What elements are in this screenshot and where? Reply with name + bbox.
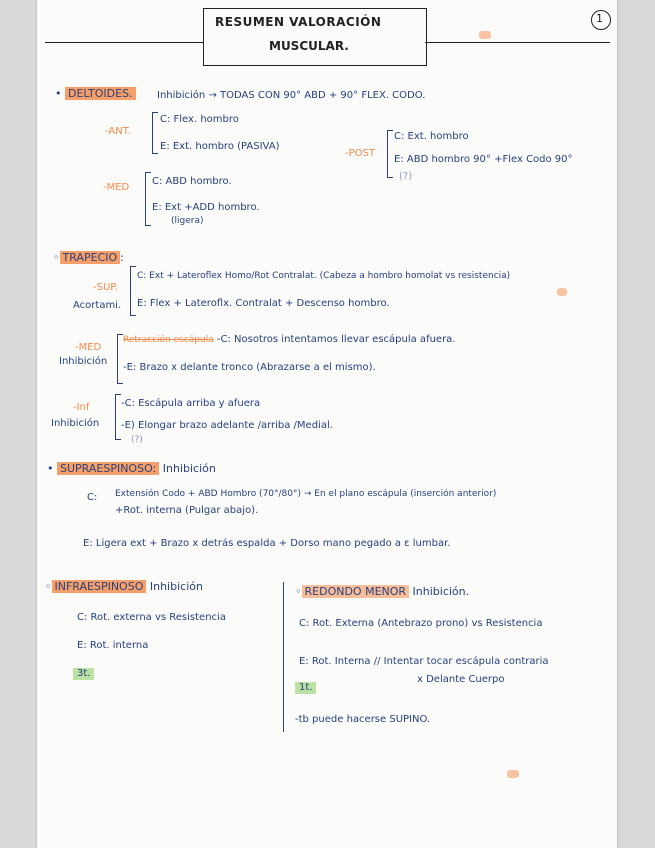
bracket xyxy=(152,112,158,154)
bracket xyxy=(130,266,136,316)
supraespinoso-heading: • SUPRAESPINOSO: Inhibición xyxy=(47,462,216,475)
redondo-menor-note: -tb puede hacerse SUPINO. xyxy=(295,714,431,725)
column-divider xyxy=(283,582,284,732)
bracket xyxy=(387,130,393,178)
trapecio-inf-sub: Inhibición xyxy=(51,418,100,429)
deltoides-med-e-sub: (ligera) xyxy=(171,216,204,226)
trapecio-med-label: -MED xyxy=(75,342,102,353)
trapecio-med-c-struck: Retracción escápula xyxy=(123,335,214,345)
infraespinoso-e: E: Rot. interna xyxy=(77,640,149,651)
trapecio-sup-label: -SUP. xyxy=(93,282,118,293)
trapecio-inf-c: -C: Escápula arriba y afuera xyxy=(121,398,261,409)
trapecio-inf-e: -E) Elongar brazo adelante /arriba /Medial. xyxy=(121,420,333,431)
trapecio-inf-label: -Inf xyxy=(73,402,90,413)
page-title-line2: MUSCULAR. xyxy=(269,39,349,53)
trapecio-med-sub: Inhibición xyxy=(59,356,108,367)
page-title-line1: RESUMEN VALORACIÓN xyxy=(215,15,382,29)
supraespinoso-c-line1: Extensión Codo + ABD Hombro (70°/80°) → En el plano escápula (inserción anterior) xyxy=(115,489,497,499)
deltoides-heading: • DELTOIDES. xyxy=(55,88,136,100)
orange-mark xyxy=(507,770,519,778)
deltoides-ant-e: E: Ext. hombro (PASIVA) xyxy=(160,141,280,152)
infraespinoso-tag: Inhibición xyxy=(149,580,203,593)
redondo-menor-heading: ◦ REDONDO MENOR Inhibición. xyxy=(295,585,470,598)
redondo-menor-tag: Inhibición. xyxy=(412,585,470,598)
deltoides-post-c: C: Ext. hombro xyxy=(394,131,469,142)
deltoides-intro: Inhibición → TODAS CON 90° ABD + 90° FLEX. CODO. xyxy=(157,90,426,101)
orange-mark xyxy=(557,288,567,296)
trapecio-med-e: -E: Brazo x delante tronco (Abrazarse a el mismo). xyxy=(123,362,376,373)
redondo-menor-badge: 1t. xyxy=(295,682,316,694)
orange-mark xyxy=(479,31,491,39)
redondo-menor-e2: x Delante Cuerpo xyxy=(417,674,505,685)
supraespinoso-c-label: C: xyxy=(87,492,98,503)
trapecio-inf-note: (?) xyxy=(131,435,143,445)
trapecio-sup-e: E: Flex + Lateroflx. Contralat + Descenso hombro. xyxy=(137,298,390,309)
supraespinoso-c-line2: +Rot. interna (Pulgar abajo). xyxy=(115,505,259,516)
title-rule-left xyxy=(45,42,203,43)
page-number: 1 xyxy=(596,12,603,25)
deltoides-med-c: C: ABD hombro. xyxy=(152,176,232,187)
trapecio-sup-c: C: Ext + Lateroflex Homo/Rot Contralat. (Cabeza a hombro homolat vs resistencia) xyxy=(137,271,511,281)
trapecio-heading: ◦ TRAPECIO : xyxy=(53,251,124,264)
deltoides-ant-c: C: Flex. hombro xyxy=(160,114,239,125)
deltoides-med-e: E: Ext +ADD hombro. xyxy=(152,202,260,213)
redondo-menor-e1: E: Rot. Interna // Intentar tocar escápula contraria xyxy=(299,656,549,667)
notebook-page xyxy=(37,0,617,848)
title-rule-right xyxy=(425,42,610,43)
infraespinoso-c: C: Rot. externa vs Resistencia xyxy=(77,612,226,623)
supraespinoso-tag: Inhibición xyxy=(162,462,216,475)
trapecio-sup-sub: Acortami. xyxy=(73,300,122,311)
redondo-menor-c: C: Rot. Externa (Antebrazo prono) vs Resistencia xyxy=(299,618,543,629)
deltoides-ant-label: -ANT. xyxy=(105,126,131,137)
supraespinoso-e: E: Ligera ext + Brazo x detrás espalda + Dorso mano pegado a ε lumbar. xyxy=(83,538,451,549)
trapecio-med-c xyxy=(123,334,456,346)
deltoides-post-e: E: ABD hombro 90° +Flex Codo 90° xyxy=(394,154,573,165)
infraespinoso-badge: 3t. xyxy=(73,668,94,680)
deltoides-post-note: (?) xyxy=(399,171,413,182)
deltoides-post-label: -POST xyxy=(345,148,375,159)
infraespinoso-heading: ◦ INFRAESPINOSO Inhibición xyxy=(45,580,203,593)
deltoides-med-label: -MED xyxy=(103,182,130,193)
bracket xyxy=(145,172,151,226)
trapecio-med-c-text: -C: Nosotros intentamos llevar escápula afuera. xyxy=(216,334,456,345)
